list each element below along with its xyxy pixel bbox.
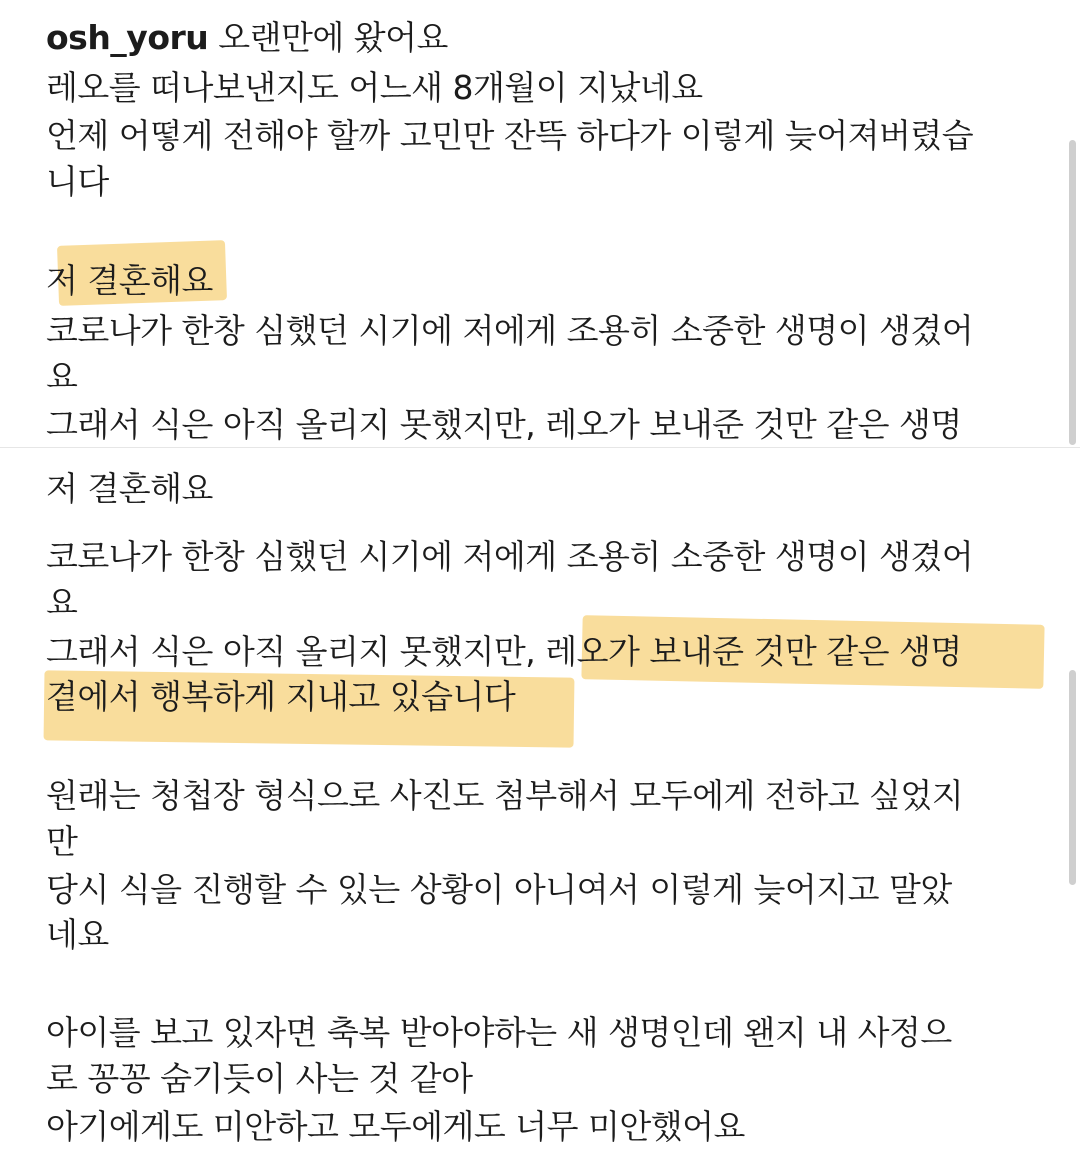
caption-line: 니다 [46,162,109,201]
caption-line: 아이를 보고 있자면 축복 받아야하는 새 생명인데 왠지 내 사정으 [46,1013,952,1052]
caption-line: 코로나가 한창 심했던 시기에 저에게 조용히 소중한 생명이 생겼어 [46,537,974,576]
caption-line: 로 꽁꽁 숨기듯이 사는 것 같아 [46,1059,473,1098]
caption-line: 레오를 떠나보낸지도 어느새 8개월이 지났네요 [46,68,703,107]
caption-line-cropped: 저 결혼해요 [46,469,213,508]
scrollbar[interactable] [1069,140,1076,445]
caption-line: 언제 어떻게 전해야 할까 고민만 잔뜩 하다가 이렇게 늦어져버렸습 [46,116,974,155]
caption-line: 그래서 식은 아직 올리지 못했지만, 레오가 보내준 것만 같은 생명 [46,632,962,671]
caption-text: 오랜만에 왔어요 [218,18,448,57]
caption-line: 당시 식을 진행할 수 있는 상황이 아니여서 이렇게 늦어지고 말았 [46,870,952,909]
caption-panel-top [0,0,1080,447]
caption-line: 코로나가 한창 심했던 시기에 저에게 조용히 소중한 생명이 생겼어 [46,311,974,350]
username[interactable]: osh_yoru [46,18,209,57]
caption-line: 요 [46,357,78,396]
caption-line: 그래서 식은 아직 올리지 못했지만, 레오가 보내준 것만 같은 생명 [46,405,962,444]
caption-line: 아기에게도 미안하고 모두에게도 너무 미안했어요 [46,1107,745,1146]
caption-line: 곁에서 행복하게 지내고 있습니다 [46,677,516,716]
caption-line: 만 [46,822,78,861]
caption-line: 네요 [46,915,109,954]
caption-line: 원래는 청첩장 형식으로 사진도 첨부해서 모두에게 전하고 싶었지 [46,776,964,815]
caption-line: 요 [46,583,78,622]
caption-first-line [46,15,448,61]
caption-panel-bottom [0,469,1080,1167]
caption-line: 저 결혼해요 [46,261,213,300]
scrollbar[interactable] [1069,670,1076,885]
